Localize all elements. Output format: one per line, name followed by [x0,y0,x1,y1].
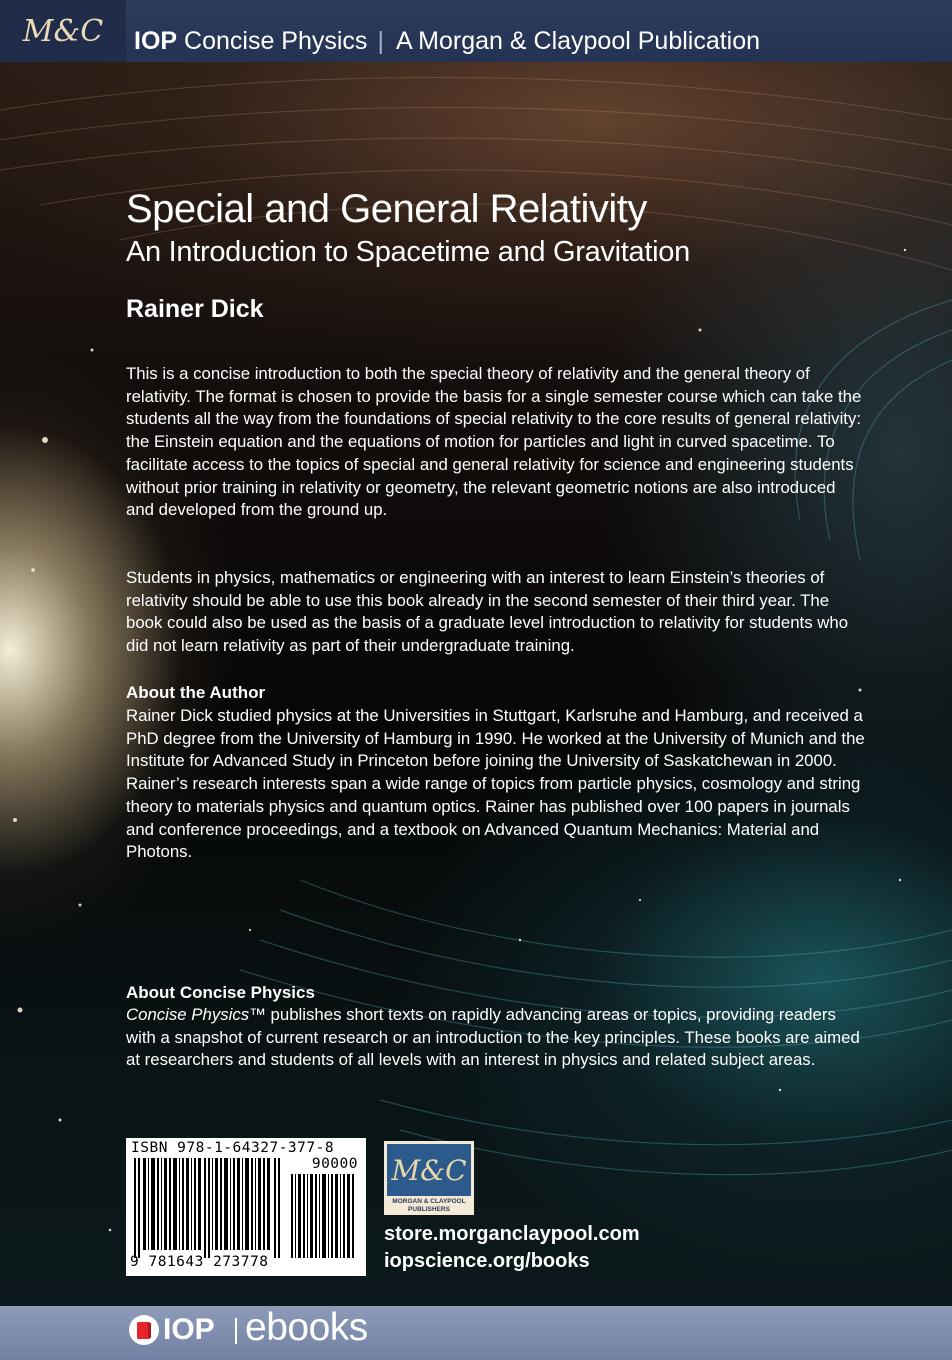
about-author-text: Rainer Dick studied physics at the Universities in Stuttgart, Karlsruhe and Hamburg, and received a PhD degree from the University of Hamburg in 1990. He worked at the University of Munich and the Institute for Advanced Study in Princeton before joining the University of Saskatchewan in 2000. Rainer’s research interests span a wide range of topics from particle physics, cosmology and string theory to materials physics and quantum optics. Rainer has published over 100 papers in journals and conference proceedings, and a textbook on Advanced Quantum Mechanics: Material and Photons. [126,706,865,862]
about-series-text [126,1004,866,1072]
isbn-barcode [126,1138,366,1276]
price-addon-bars [290,1174,358,1258]
series-name-italic: Concise Physics™ [126,1005,266,1024]
publisher-badge-logo: M&C [387,1144,471,1196]
publisher-badge [384,1141,474,1215]
store-link[interactable]: store.morganclaypool.com [384,1223,640,1245]
publication-line: A Morgan & Claypool Publication [395,27,761,55]
footer-ebooks: ebooks [245,1306,368,1349]
book-subtitle: An Introduction to Spacetime and Gravitation [126,236,690,268]
ean-bars [132,1158,282,1258]
publisher-badge-name: MORGAN & CLAYPOOL PUBLISHERS [392,1198,466,1213]
footer-divider [235,1318,237,1344]
series-name: Concise Physics [184,27,368,55]
isbn-number: ISBN 978-1-64327-377-8 [131,1140,335,1156]
header-divider: | [377,27,384,55]
iopscience-link[interactable]: iopscience.org/books [384,1250,590,1272]
book-title: Special and General Relativity [126,187,647,231]
series-brand: IOP [134,27,178,55]
about-series-heading: About Concise Physics [126,983,315,1002]
ean-digits: 9 781643 273778 [130,1254,269,1270]
about-author-heading: About the Author [126,683,266,702]
price-code: 90000 [311,1156,358,1172]
about-series-body: publishes short texts on rapidly advancing areas or topics, providing readers with a snapshot of current research or an introduction to the key principles. These books are aimed at researchers and students of all levels with an interest in physics and related subject areas. [126,1005,860,1070]
description-paragraph-1: This is a concise introduction to both the special theory of relativity and the general theory of relativity. The format is chosen to provide the basis for a single semester course which can take the students all the way from the foundations of special relativity to the core results of general relativity: the Einstein equation and the equations of motion for particles and light in curved spacetime. To facilitate access to the topics of special and general relativity for science and engineering students without prior training in relativity or geometry, the relevant geometric notions are also introduced and developed from the ground up. [126,364,862,520]
footer-iop-brand: IOP [163,1313,215,1346]
iop-book-icon [128,1314,160,1346]
description-paragraph-2: Students in physics, mathematics or engineering with an interest to learn Einstein’s theories of relativity should be able to use this book already in the second semester of their third year. The book could also be used as the basis of a graduate level introduction to relativity for students who did not learn relativity as part of their undergraduate training. [126,568,849,656]
morgan-claypool-logo: M&C [0,0,126,62]
book-author: Rainer Dick [126,295,264,323]
series-line [134,26,760,56]
